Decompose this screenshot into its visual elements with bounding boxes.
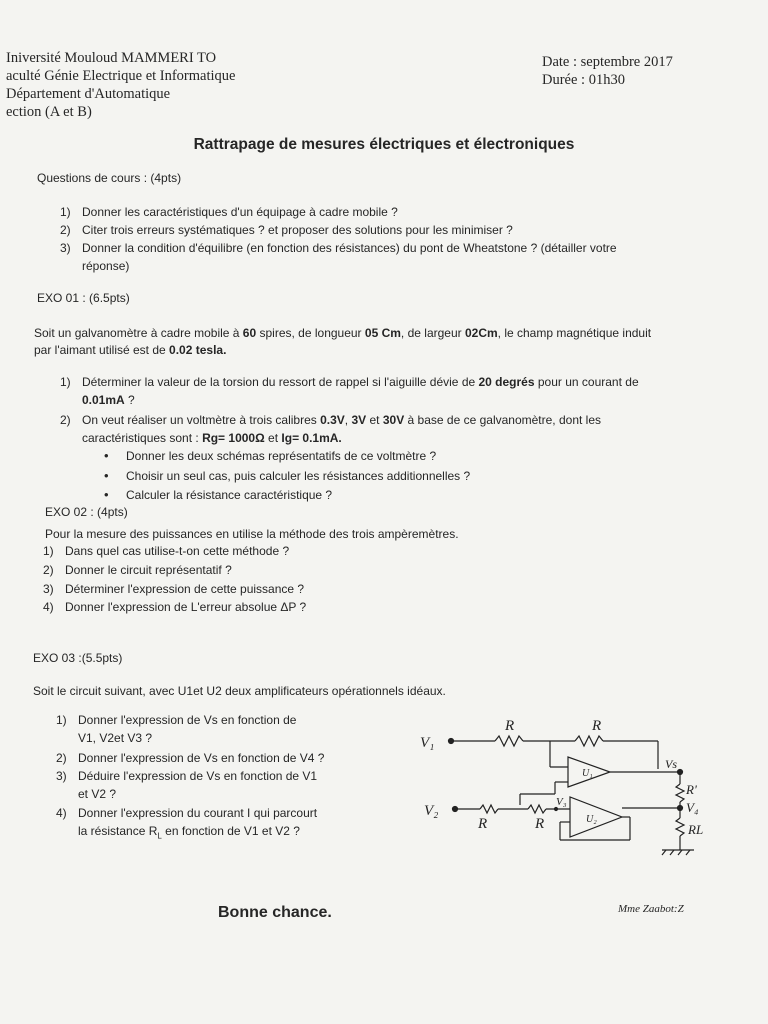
closing-message: Bonne chance. [218,904,332,921]
exo1-heading: EXO 01 : (6.5pts) [37,291,130,305]
label-r3: R [478,816,488,832]
item-text: Donner les caractéristiques d'un équipage à cadre mobile ? [82,205,398,219]
teacher-signature: Mme Zaabot:Z [618,903,684,915]
item-number: 2) [60,223,71,237]
label-r-prime: R' [686,782,697,797]
label-vs: Vs [665,757,677,771]
bullet-icon: • [104,468,109,483]
resistor-r1 [495,736,523,746]
exam-date: Date : septembre 2017 [542,54,673,70]
cours-heading: Questions de cours : (4pts) [37,171,182,185]
label-r1: R [505,718,515,734]
exam-duration: Durée : 01h30 [542,72,625,88]
label-u2: U₂ [586,814,597,825]
label-v1: V₁ [420,735,435,751]
v1-terminal [449,739,454,744]
exo3-heading: EXO 03 :(5.5pts) [33,651,123,665]
resistor-r-prime [676,784,684,802]
item-text-line1: On veut réaliser un voltmètre à trois calibres 0.3V, 3V et 30V à base de ce galvanomètre, dont les [82,413,601,427]
item-text-line1: Donner la condition d'équilibre (en fonction des résistances) du pont de Wheatstone ? (détailler votre [82,241,617,255]
label-v4: V₄ [686,800,699,815]
university-line: Iniversité Mouloud MAMMERI TO [6,50,217,66]
label-u1: U₁ [582,768,593,779]
exam-title: Rattrapage de mesures électriques et électroniques [193,136,575,153]
item-text: Citer trois erreurs systématiques ? et proposer des solutions pour les minimiser ? [82,223,513,237]
resistor-r2 [575,736,603,746]
v2-terminal [453,807,458,812]
item-text-line2: 0.01mA ? [82,393,135,407]
exo2-intro: Pour la mesure des puissances en utilise la méthode des trois ampèremètres. [45,527,459,541]
item-text-line2: réponse) [82,259,130,273]
label-rl: RL [688,822,704,837]
exo1-intro-line2: par l'aimant utilisé est de 0.02 tesla. [34,343,227,357]
item-number: 1) [60,205,71,219]
resistor-rl [676,818,684,836]
bullet-icon: • [104,448,109,463]
bullet-icon: • [104,487,109,502]
resistor-r4 [528,805,546,813]
label-v2: V₂ [424,803,439,819]
institution-header [6,49,235,121]
exo3-intro: Soit le circuit suivant, avec U1et U2 deux amplificateurs opérationnels idéaux. [33,684,446,698]
faculty-line: aculté Génie Electrique et Informatique [6,68,236,84]
label-r2: R [592,718,602,734]
label-v3: V₃ [556,796,567,808]
label-r4: R [535,816,545,832]
section-line: ection (A et B) [6,104,92,120]
item-number: 3) [60,241,71,255]
department-line: Département d'Automatique [6,86,171,102]
item-number: 2) [60,413,71,427]
resistor-r3 [480,805,498,813]
exo1-intro-line1: Soit un galvanomètre à cadre mobile à 60 spires, de longueur 05 Cm, de largeur 02Cm, le champ magnétique induit [34,326,652,340]
item-text-line1: Déterminer la valeur de la torsion du ressort de rappel si l'aiguille dévie de 20 degrés pour un courant de [82,375,639,389]
item-number: 1) [60,375,71,389]
exam-info [542,53,673,89]
op-amp-circuit-diagram [410,712,710,862]
item-text-line2: caractéristiques sont : Rg= 1000Ω et Ig= 0.1mA. [82,431,342,445]
exo2-heading: EXO 02 : (4pts) [45,505,128,519]
